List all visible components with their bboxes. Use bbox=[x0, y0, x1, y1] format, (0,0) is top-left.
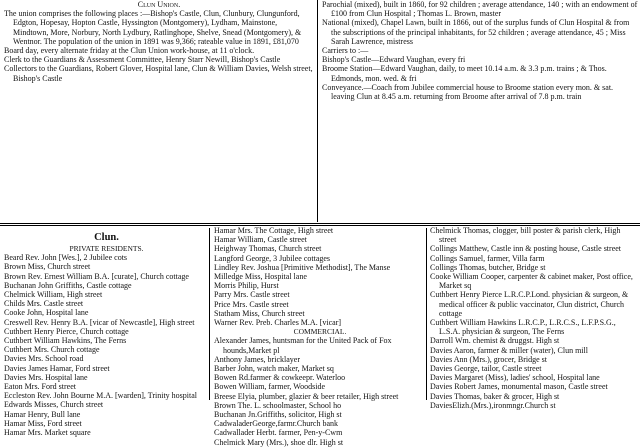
list-item: Davies George, tailor, Castle street bbox=[430, 364, 542, 374]
list-item: Davies Thomas, baker & grocer, High st bbox=[430, 391, 560, 401]
union-paragraph: The union comprises the following places :—Bishop's Castle, Clun, Clunbury, Clungunford, Edgton, Hopesay, Hopton Castle, Hyssington (Montgomery), Lydham, Mainstone, Mindtown, More, Norbury, North Lydbury, Ratlinghope, Shelve, Snead (Montgomery), & Wentnor. The population of the union in 1891 was 9,366; rateable value in 1891, £81,070 bbox=[4, 9, 302, 46]
list-item: Collings Samuel, farmer, Villa farm bbox=[430, 253, 545, 263]
section-rule bbox=[0, 223, 640, 224]
column-divider bbox=[209, 228, 210, 400]
list-item: Eaton Mrs. Ford street bbox=[4, 382, 76, 392]
column-divider bbox=[317, 0, 318, 222]
list-item: Collings Matthew, Castle inn & posting house, Castle street bbox=[430, 244, 622, 254]
list-item: Darroll Wm. chemist & druggst. High st bbox=[430, 336, 560, 346]
list-item: Cooke John, Hospital lane bbox=[4, 308, 89, 318]
list-item: Cadwallader Herbt. farmer, Pen-y-Cwm bbox=[214, 428, 343, 438]
list-item: Price Mrs. Castle street bbox=[214, 299, 289, 309]
list-item: Statham Miss, Church street bbox=[214, 308, 305, 318]
union-paragraph: Collectors to the Guardians, Robert Glover, Hospital lane, Clun & William Davies, Welsh street, Bishop's Castle bbox=[4, 64, 313, 83]
list-item: Brown Miss, Church street bbox=[4, 262, 91, 272]
list-item: Lindley Rev. Joshua [Primitive Methodist], The Manse bbox=[214, 262, 391, 272]
schools-paragraph: National (mixed), Chapel Lawn, built in 1866, out of the surplus funds of Clun Hospital & from the subscriptions of the principal inhabitants, for 52 children ; average attendance, 45 ; Miss Sarah Lawrence, mistress bbox=[322, 18, 630, 46]
column-divider bbox=[426, 228, 427, 400]
commercial-heading: COMMERCIAL. bbox=[293, 327, 347, 337]
list-item: Cuthbert William Hawkins L.R.C.P., L.R.C.S., L.F.P.S.G., L.S.A. physician & surgeon, The Ferns bbox=[430, 318, 616, 337]
union-title: Clun Union. bbox=[137, 0, 181, 9]
list-item: Childs Mrs. Castle street bbox=[4, 299, 84, 309]
list-item: Morris Philip, Hurst bbox=[214, 281, 279, 291]
list-item: Heighway Thomas, Church street bbox=[214, 244, 322, 254]
list-item: Cuthbert William Hawkins, The Ferns bbox=[4, 336, 127, 346]
list-item: Davies Mrs. Hospital lane bbox=[4, 372, 88, 382]
carrier-entry: Broome Station—Edward Vaughan, daily, to meet 10.14 a.m. & 3.3 p.m. trains ; & Thos. Edmonds, mon. wed. & fri bbox=[322, 64, 607, 83]
list-item: Alexander James, huntsman for the United Pack of Fox hounds,Market pl bbox=[214, 336, 392, 355]
list-item: Hamar Miss, Ford street bbox=[4, 418, 82, 428]
list-item: Cuthbert Henry Pierce, Church cottage bbox=[4, 326, 129, 336]
list-item: Davies James Hamar, Ford street bbox=[4, 363, 110, 373]
union-section bbox=[4, 0, 314, 83]
carrier-entry: Bishop's Castle—Edward Vaughan, every fri bbox=[322, 55, 466, 65]
list-item: Chelmick Mary (Mrs.), shoe dlr. High st bbox=[214, 437, 344, 447]
list-item: Cuthbert Mrs. Church cottage bbox=[4, 345, 100, 355]
list-item: Davies Margaret (Miss), ladies' school, Hospital lane bbox=[430, 373, 600, 383]
list-item: Eccleston Rev. John Bourne M.A. [warden], Trinity hospital bbox=[4, 391, 198, 401]
clun-column-2 bbox=[214, 226, 426, 447]
list-item: Warner Rev. Preb. Charles M.A. [vicar] bbox=[214, 318, 342, 328]
list-item: Creswell Rev. Henry B.A. [vicar of Newcastle], High street bbox=[4, 317, 195, 327]
list-item: Breese Elyia, plumber, glazier & beer retailer, High street bbox=[214, 391, 399, 401]
list-item: Bowen William, farmer, Woodside bbox=[214, 382, 326, 392]
list-item: Cooke William Cooper, carpenter & cabinet maker, Post office, Market sq bbox=[430, 272, 633, 291]
private-residents-heading: PRIVATE RESIDENTS. bbox=[69, 244, 144, 253]
list-item: Buchanan John Griffiths, Castle cottage bbox=[4, 280, 132, 290]
list-item: Davies Ann (Mrs.), grocer, Bridge st bbox=[430, 354, 547, 364]
schools-paragraph: Parochial (mixed), built in 1860, for 92 children ; average attendance, 140 ; with an endowment of £100 from Clun Hospital ; Thomas L. Brown, master bbox=[322, 0, 638, 19]
schools-section bbox=[322, 0, 638, 101]
list-item: Bowen Rd.farmer & cowkeepr. Waterloo bbox=[214, 373, 346, 383]
union-paragraph: Clerk to the Guardians & Assessment Committee, Henry Starr Newill, Bishop's Castle bbox=[4, 55, 281, 65]
clun-column-3 bbox=[430, 226, 638, 410]
list-item: Barber John, watch maker, Market sq bbox=[214, 364, 334, 374]
list-item: Collings Thomas, butcher, Bridge st bbox=[430, 262, 546, 272]
clun-column-1 bbox=[4, 226, 209, 437]
list-item: Chelmick William, High street bbox=[4, 290, 103, 300]
list-item: Hamar Henry, Bull lane bbox=[4, 409, 81, 419]
list-item: Edwards Misses, Church street bbox=[4, 400, 104, 410]
list-item: Brown The. L. schoolmaster, School ho bbox=[214, 400, 342, 410]
conveyance-entry: Conveyance.—Coach from Jubilee commercial house to Broome station every mon. & sat. leaving Clun at 8.45 a.m. returning from Broome after arrival of 7.8 p.m. train bbox=[322, 82, 614, 102]
list-item: Parry Mrs. Castle street bbox=[214, 290, 290, 300]
list-item: Davies Aaron, farmer & miller (water), Clun mill bbox=[430, 345, 588, 355]
list-item: Hamar Mrs. The Cottage, High street bbox=[214, 226, 334, 235]
carriers-heading: Carriers to :— bbox=[322, 46, 369, 56]
list-item: Davies Robert James, monumental mason, Castle street bbox=[430, 382, 608, 392]
list-item: Brown Rev. Ernest William B.A. [curate], Church cottage bbox=[4, 271, 189, 281]
list-item: Langford George, 3 Jubilee cottages bbox=[214, 253, 331, 263]
union-paragraph: Board day, every alternate friday at the Clun Union work-house, at 11 o'clock. bbox=[4, 46, 255, 56]
list-item: Chelmick Thomas, clogger, bill poster & parish clerk, High street bbox=[430, 226, 621, 245]
list-item: Davies Mrs. School road bbox=[4, 354, 84, 364]
list-item: Cuthbert Henry Pierce L.R.C.P.Lond. physician & surgeon, & medical officer & public vaccinator, Clun district, Church cottage bbox=[430, 290, 629, 318]
list-item: CadwaladerGeorge,farmr.Church bank bbox=[214, 419, 339, 429]
list-item: Beard Rev. John [Wes.], 2 Jubilee cots bbox=[4, 253, 128, 263]
list-item: Milledge Miss, Hospital lane bbox=[214, 272, 307, 282]
list-item: DaviesElizh.(Mrs.),ironmngr.Church st bbox=[430, 400, 556, 410]
list-item: Hamar Mrs. Market square bbox=[4, 428, 91, 438]
list-item: Hamar William, Castle street bbox=[214, 235, 307, 245]
list-item: Anthony James, bricklayer bbox=[214, 354, 300, 364]
clun-heading: Clun. bbox=[94, 232, 119, 243]
list-item: Buchanan Jn.Griffiths, solicitor, High st bbox=[214, 410, 342, 420]
